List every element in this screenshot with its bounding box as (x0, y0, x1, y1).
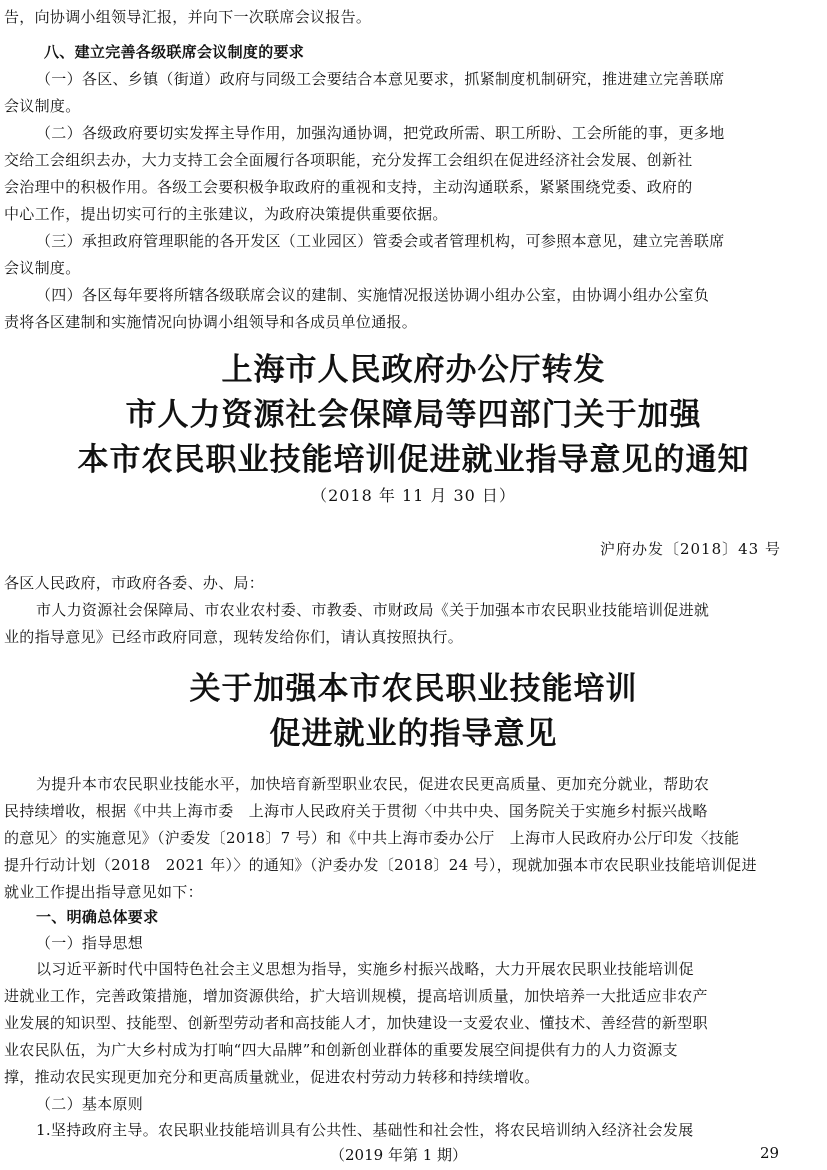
text-line: 1.坚持政府主导。农民职业技能培训具有公共性、基础性和社会性，将农民培训纳入经济社会发展 (36, 1121, 694, 1139)
notice-title-line: 本市农民职业技能培训促进就业指导意见的通知 (77, 442, 750, 478)
text-line: 责将各区建制和实施情况向协调小组领导和各成员单位通报。 (4, 313, 418, 331)
text-line: 的意见〉的实施意见》（沪委发〔2018〕7 号）和《中共上海市委办公厅 上海市人民政府办公厅印发〈技能 (4, 829, 740, 847)
opinion-title-line: 关于加强本市农民职业技能培训 (189, 671, 638, 707)
text-line: 会议制度。 (4, 259, 81, 277)
text-line: 业发展的知识型、技能型、创新型劳动者和高技能人才，加快建设一支爱农业、懂技术、善经营的新型职 (4, 1014, 708, 1032)
text-line: 业农民队伍，为广大乡村成为打响“四大品牌”和创新创业群体的重要发展空间提供有力的人力资源支 (4, 1041, 678, 1059)
text-line: 提升行动计划（2018 2021 年）〉的通知》（沪委办发〔2018〕24 号），现就加强本市农民职业技能培训促进 (4, 856, 757, 874)
text-line: 撑，推动农民实现更加充分和更高质量就业，促进农村劳动力转移和持续增收。 (4, 1068, 540, 1086)
text-line: 市人力资源社会保障局、市农业农村委、市教委、市财政局《关于加强本市农民职业技能培训促进就 (36, 601, 710, 619)
section-heading: 八、建立完善各级联席会议制度的要求 (44, 43, 305, 61)
notice-title-line: 市人力资源社会保障局等四部门关于加强 (125, 397, 702, 433)
notice-date: （2018 年 11 月 30 日） (311, 486, 516, 505)
issue-label: （2019 年第 1 期） (330, 1146, 468, 1164)
document-number: 沪府办发〔2018〕43 号 (599, 540, 781, 558)
text-line: 进就业工作，完善政策措施，增加资源供给，扩大培训规模，提高培训质量，加快培养一大批适应非农产 (4, 987, 708, 1005)
section-heading: 一、明确总体要求 (36, 908, 159, 926)
text-line: （四）各区每年要将所辖各级联席会议的建制、实施情况报送协调小组办公室，由协调小组办公室负 (36, 286, 710, 304)
text-line: 会治理中的积极作用。各级工会要积极争取政府的重视和支持，主动沟通联系，紧紧围绕党委、政府的 (4, 178, 693, 196)
subsection-heading: （二）基本原则 (36, 1095, 144, 1113)
text-line: 民持续增收，根据《中共上海市委 上海市人民政府关于贯彻〈中共中央、国务院关于实施乡村振兴战略 (4, 802, 708, 820)
text-line: 就业工作提出指导意见如下： (4, 883, 203, 901)
text-line: 以习近平新时代中国特色社会主义思想为指导，实施乡村振兴战略，大力开展农民职业技能培训促 (36, 960, 694, 978)
text-line: （二）各级政府要切实发挥主导作用，加强沟通协调，把党政所需、职工所盼、工会所能的事，更多地 (36, 124, 725, 142)
subsection-heading: （一）指导思想 (36, 934, 144, 952)
text-line: 业的指导意见》已经市政府同意，现转发给你们，请认真按照执行。 (4, 628, 464, 646)
page-number: 29 (760, 1144, 780, 1162)
text-line: 告，向协调小组领导汇报，并向下一次联席会议报告。 (4, 8, 372, 26)
text-line: 交给工会组织去办，大力支持工会全面履行各项职能，充分发挥工会组织在促进经济社会发展、创新社 (4, 151, 693, 169)
text-line: （三）承担政府管理职能的各开发区（工业园区）管委会或者管理机构，可参照本意见，建立完善联席 (36, 232, 725, 250)
notice-title-line: 上海市人民政府办公厅转发 (221, 352, 606, 388)
text-line: 会议制度。 (4, 97, 81, 115)
text-line: 中心工作，提出切实可行的主张建议，为政府决策提供重要依据。 (4, 205, 448, 223)
addressee: 各区人民政府，市政府各委、办、局： (4, 574, 265, 592)
text-line: 为提升本市农民职业技能水平，加快培育新型职业农民，促进农民更高质量、更加充分就业，帮助农 (36, 775, 710, 793)
opinion-title-line: 促进就业的指导意见 (269, 716, 558, 752)
text-line: （一）各区、乡镇（街道）政府与同级工会要结合本意见要求，抓紧制度机制研究，推进建立完善联席 (36, 70, 725, 88)
